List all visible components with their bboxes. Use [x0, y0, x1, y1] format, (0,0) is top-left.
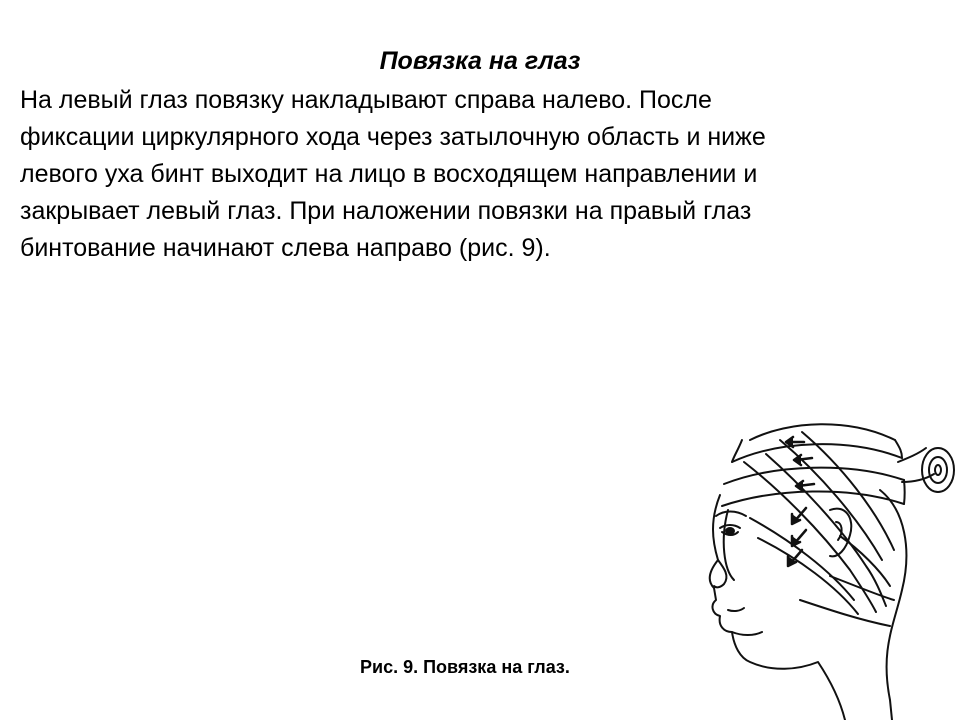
paragraph-line: левого уха бинт выходит на лицо в восходящем направлении и	[20, 160, 758, 188]
paragraph-line: бинтование начинают слева направо (рис. 9).	[20, 234, 551, 262]
paragraph-line: На левый глаз повязку накладывают справа налево. После	[20, 86, 712, 114]
slide-title: Повязка на глаз	[379, 47, 581, 75]
paragraph-line: закрывает левый глаз. При наложении повязки на правый глаз	[20, 197, 752, 225]
paragraph-line: фиксации циркулярного хода через затылочную область и ниже	[20, 123, 766, 151]
figure-caption: Рис. 9. Повязка на глаз.	[360, 657, 570, 677]
eye-bandage-illustration	[680, 400, 960, 720]
body-paragraph	[20, 82, 940, 267]
